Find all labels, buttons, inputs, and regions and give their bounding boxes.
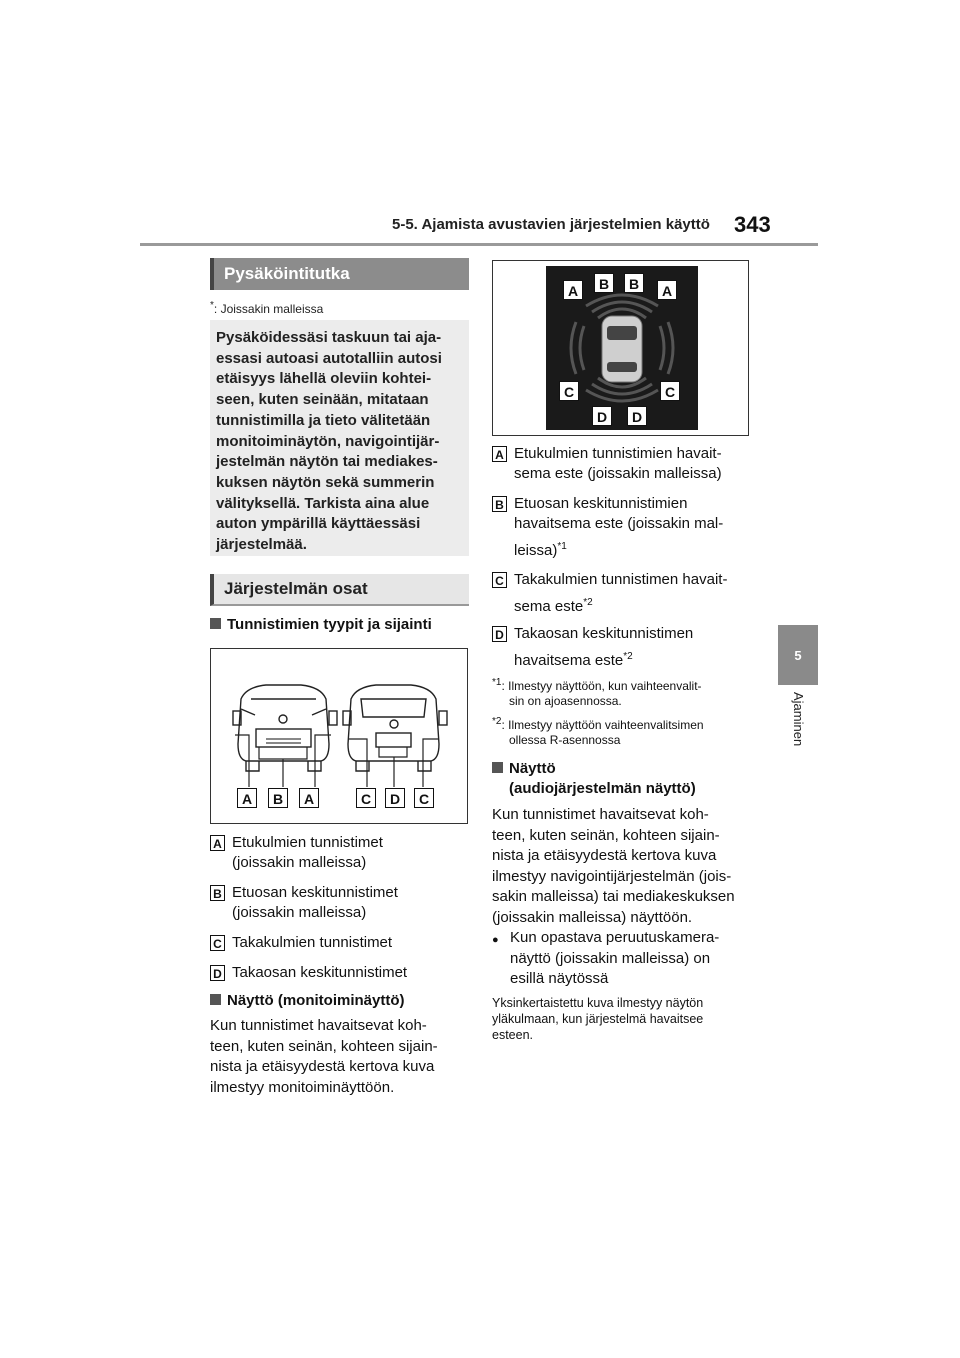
para-line: nista ja etäisyydestä kertova kuva	[492, 847, 717, 864]
square-bullet-icon	[210, 994, 221, 1005]
section2-title-text: Järjestelmän osat	[224, 579, 368, 598]
square-bullet-icon	[210, 618, 221, 629]
intro-line: välityksellä. Tarkista aina alue	[216, 494, 430, 512]
para-line: nista ja etäisyydestä kertova kuva	[210, 1058, 435, 1075]
list-item	[210, 963, 470, 985]
para-line: sakin malleissa) tai mediakeskuksen	[492, 888, 735, 905]
intro-line: etäisyys lähellä oleviin kohtei-	[216, 370, 432, 388]
intro-line: tunnistimilla ja tieto välitetään	[216, 411, 431, 429]
chapter-tab: 5	[778, 625, 818, 685]
list-item	[210, 833, 470, 877]
subhead-text: Tunnistimien tyypit ja sijainti	[227, 616, 432, 633]
bullet-item	[510, 928, 754, 990]
para-line: (joissakin malleissa) näyttöön.	[492, 908, 693, 926]
bullet-line: ● Kun opastava peruutuskamera-	[510, 929, 720, 946]
item-line: Etuosan keskitunnistimet	[232, 884, 398, 901]
footnote-line: : Ilmestyy näyttöön, kun vaihteenvalit-	[501, 679, 702, 693]
bullet-line: näyttö (joissakin malleissa) on	[510, 949, 711, 967]
caption-line: Yksinkertaistettu kuva ilmestyy näytön	[492, 996, 704, 1010]
screen-label-c: C	[660, 381, 680, 401]
screen-label-d: D	[592, 406, 612, 426]
footnote-1	[492, 675, 754, 709]
screen-label-c: C	[559, 381, 579, 401]
bullet-line: esillä näytössä	[510, 970, 609, 987]
fig-label-b: B	[268, 788, 288, 808]
caption-line: yläkulmaan, kun järjestelmä havaitsee	[492, 1012, 704, 1026]
footnote-line: : Ilmestyy näyttöön vaihteenvalitsimen	[501, 718, 704, 732]
paragraph-audio-display	[492, 805, 754, 928]
header-rule	[140, 243, 818, 246]
list-item	[210, 883, 470, 927]
footnote-marker: *	[210, 300, 214, 311]
subhead-text: Näyttö (monitoiminäyttö)	[227, 992, 405, 1009]
intro-line: kuksen näytön sekä summerin	[216, 473, 435, 491]
subhead-text: Näyttö	[509, 760, 556, 777]
item-line: Takaosan keskitunnistimet	[232, 964, 408, 981]
caption-note	[492, 995, 754, 1043]
item-sup: *2	[623, 651, 633, 662]
fig-label-a: A	[299, 788, 319, 808]
item-label: D	[210, 965, 225, 981]
para-line: teen, kuten seinän, kohteen sijain-	[492, 826, 720, 844]
fig-label-c: C	[356, 788, 376, 808]
intro-line: monitoiminäytön, navigointijär-	[216, 432, 440, 450]
item-line: Etuosan keskitunnistimien	[514, 495, 688, 512]
intro-line: essasi autoasi autotalliin autosi	[216, 349, 442, 367]
subhead-text: (audiojärjestelmän näyttö)	[509, 780, 696, 797]
screen-label-b: B	[624, 273, 644, 293]
fig-label-d: D	[385, 788, 405, 808]
display-figure	[492, 260, 749, 436]
item-label: A	[492, 446, 507, 462]
item-label: D	[492, 626, 507, 642]
paragraph-multi-display	[210, 1016, 472, 1098]
item-line: (joissakin malleissa)	[232, 904, 367, 921]
item-line: Etukulmien tunnistimien havait-	[514, 445, 722, 462]
screen-label-d: D	[627, 406, 647, 426]
intro-box	[210, 320, 469, 556]
list-item	[492, 624, 752, 672]
chapter-label: Ajaminen	[791, 692, 806, 747]
section-title-parking-radar	[210, 258, 469, 290]
intro-line: järjestelmää.	[216, 536, 307, 554]
item-label: A	[210, 835, 225, 851]
para-line: Kun tunnistimet havaitsevat koh-	[492, 806, 709, 823]
intro-line: seen, kuten seinään, mitataan	[216, 391, 429, 409]
para-line: Kun tunnistimet havaitsevat koh-	[210, 1017, 427, 1034]
list-item	[492, 494, 752, 564]
footnote-mark: *1	[492, 677, 502, 688]
item-line: havaitsema este (joissakin mal-	[514, 515, 724, 532]
subhead-audio-display	[492, 759, 696, 799]
caption-line: esteen.	[492, 1028, 534, 1042]
item-line: sema este	[514, 598, 584, 615]
item-line: (joissakin malleissa)	[232, 854, 367, 871]
screen-label-a: A	[657, 280, 677, 300]
item-label: B	[210, 885, 225, 901]
screen-label-a: A	[563, 280, 583, 300]
item-line: leissa)	[514, 542, 558, 559]
para-line: ilmestyy monitoiminäyttöön.	[210, 1078, 395, 1096]
item-label: C	[210, 935, 225, 951]
footnote-mark: *2	[492, 716, 502, 727]
intro-line: Pysäköidessäsi taskuun tai aja-	[216, 329, 442, 346]
intro-line: jestelmän näytön tai mediakes-	[216, 453, 438, 471]
item-line: Takaosan keskitunnistimen	[514, 625, 694, 642]
item-line: Takakulmien tunnistimen havait-	[514, 571, 728, 588]
footnote-line: sin on ajoasennossa.	[509, 694, 622, 708]
item-label: C	[492, 572, 507, 588]
subhead-sensor-types	[210, 616, 432, 633]
list-item	[492, 444, 752, 488]
section-footnote	[210, 300, 323, 316]
list-item	[492, 570, 752, 618]
subhead-multi-display	[210, 992, 405, 1009]
footnote-2	[492, 714, 754, 748]
page-number: 343	[734, 212, 771, 237]
footnote-line: ollessa R-asennossa	[509, 733, 621, 747]
footnote-text: : Joissakin malleissa	[213, 302, 324, 316]
sensor-location-figure	[210, 648, 468, 824]
section-title-system-parts	[210, 574, 469, 606]
item-sup: *1	[557, 541, 567, 552]
screen-label-b: B	[594, 273, 614, 293]
para-line: ilmestyy navigointijärjestelmän (jois-	[492, 867, 732, 885]
square-bullet-icon	[492, 762, 503, 773]
item-line: Takakulmien tunnistimet	[232, 934, 393, 951]
item-sup: *2	[583, 597, 593, 608]
item-line: Etukulmien tunnistimet	[232, 834, 383, 851]
item-line: havaitsema este	[514, 652, 624, 669]
running-header: 5-5. Ajamista avustavien järjestelmien käyttö	[392, 216, 710, 233]
item-line: sema este (joissakin malleissa)	[514, 465, 722, 482]
section-title-text: Pysäköintitutka	[224, 264, 350, 283]
fig-label-c: C	[414, 788, 434, 808]
para-line: teen, kuten seinän, kohteen sijain-	[210, 1037, 438, 1055]
intro-line: auton ympärillä käyttäessäsi	[216, 515, 421, 533]
list-item	[210, 933, 470, 955]
item-label: B	[492, 496, 507, 512]
fig-label-a: A	[237, 788, 257, 808]
